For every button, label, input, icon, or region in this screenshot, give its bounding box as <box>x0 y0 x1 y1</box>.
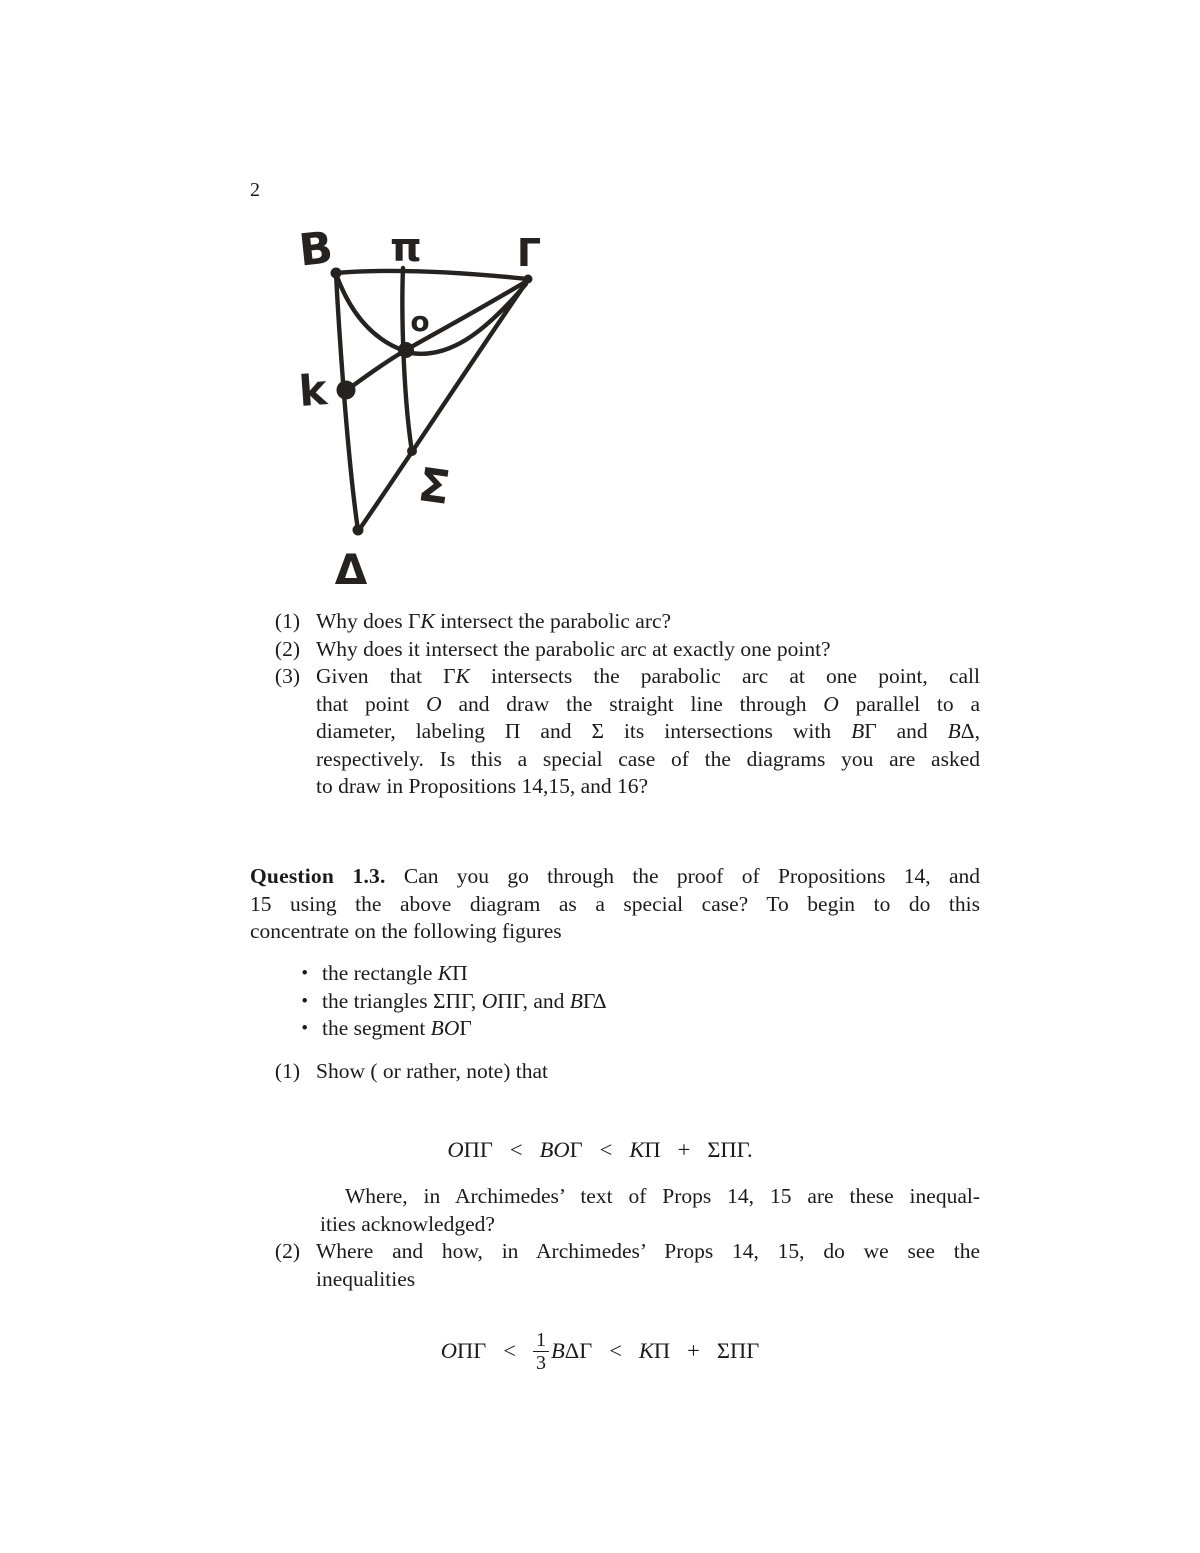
bullet-dot: • <box>301 1018 308 1039</box>
text-segment: intersects the parabolic arc at one point, call <box>469 664 980 688</box>
text-segment: parallel to a <box>838 691 981 716</box>
bullet-text <box>322 1015 980 1043</box>
text-segment: Why does Γ <box>316 609 421 633</box>
figure-label-K: k <box>297 365 329 416</box>
text-segment: to draw in Propositions 14,15, and 16? <box>316 774 649 798</box>
text-segment: Can you go through the proof of Propositions 14, and <box>385 864 980 888</box>
eq2-K: K <box>638 1338 654 1364</box>
figure-label-Sigma: Σ <box>414 457 454 515</box>
text-segment: Γ <box>569 1137 583 1162</box>
item-text <box>316 663 980 801</box>
text-segment: 15 using the above diagram as a special case? To begin to do this <box>250 891 980 916</box>
item-text <box>316 636 980 664</box>
text-segment: Where and how, in Archimedes’ Props 14, 15, do we see the <box>316 1239 980 1263</box>
text-line <box>320 1183 980 1211</box>
list-item-3 <box>250 663 980 801</box>
item-text <box>316 1238 980 1293</box>
eq2-plus: + <box>687 1338 700 1364</box>
figure-label-O: o <box>410 305 430 338</box>
text-segment: Π <box>452 961 468 985</box>
figure-label-B: B <box>296 222 336 277</box>
text-segment: B <box>851 719 865 743</box>
bullet-item-segment <box>250 1015 980 1043</box>
text-line <box>250 891 980 919</box>
text-line <box>250 1130 950 1170</box>
list-item-1 <box>250 1058 980 1086</box>
text-segment: ΓΔ <box>582 988 607 1013</box>
text-line <box>316 773 980 801</box>
eq2-B: B <box>550 1338 565 1364</box>
text-line <box>250 918 980 946</box>
text-segment: + <box>677 1137 691 1162</box>
text-line <box>316 691 980 719</box>
fraction-numerator: 1 <box>535 1328 546 1351</box>
text-segment: inequalities <box>316 1266 416 1291</box>
numbered-list-2-item-1 <box>250 1058 980 1086</box>
text-segment: B <box>430 1016 444 1040</box>
text-segment: respectively. Is this a special case of the diagrams you are asked <box>316 746 980 771</box>
text-segment: O <box>426 691 442 716</box>
eq2-PiGamma: ΠΓ <box>457 1338 487 1364</box>
list-item-2 <box>250 636 980 664</box>
text-segment: ΣΠΓ. <box>707 1137 753 1162</box>
text-segment: diameter, labeling Π and Σ its intersections with <box>316 719 852 743</box>
page-number: 2 <box>250 179 260 201</box>
eq2-Pi: Π <box>653 1338 671 1364</box>
text-segment: Given that Γ <box>316 664 456 688</box>
hand-drawn-parabola-figure <box>275 215 610 615</box>
text-line <box>316 1058 980 1086</box>
bullet-text <box>322 988 980 1016</box>
text-segment: O <box>553 1137 570 1162</box>
point-Sigma <box>407 446 417 456</box>
text-line <box>316 1266 980 1294</box>
text-segment: K <box>420 609 435 633</box>
text-line <box>322 960 980 988</box>
text-segment: Where, in Archimedes’ text of Props 14, 15 are these inequal- <box>345 1184 980 1208</box>
text-segment: Δ, <box>960 719 980 743</box>
point-Delta <box>353 525 364 536</box>
figure-label-Gamma: Γ <box>516 231 542 275</box>
text-segment: ities acknowledged? <box>320 1211 495 1236</box>
text-segment: O <box>447 1137 464 1162</box>
text-segment: and draw the straight line through <box>441 691 824 716</box>
point-O <box>398 342 414 358</box>
item-marker: (1) <box>274 609 300 633</box>
text-segment: K <box>455 664 470 688</box>
question-1-3-paragraph <box>250 863 980 946</box>
bullet-list <box>250 960 980 1043</box>
text-segment: < <box>599 1137 613 1162</box>
bullet-item-triangles <box>250 988 980 1016</box>
text-line <box>316 1238 980 1266</box>
text-segment: Π <box>644 1137 661 1162</box>
text-segment: Why does it intersect the parabolic arc at exactly one point? <box>316 636 831 661</box>
fraction-denominator: 3 <box>533 1351 549 1374</box>
display-equation-2 <box>250 1319 950 1383</box>
text-segment: K <box>437 961 453 985</box>
item-marker: (2) <box>274 1239 300 1263</box>
point-K <box>337 381 356 400</box>
text-line <box>316 636 980 664</box>
display-equation-1 <box>250 1130 950 1170</box>
text-line <box>320 1211 980 1239</box>
segment-Pi-Sigma <box>402 268 412 452</box>
text-line <box>316 718 980 746</box>
text-line <box>322 988 980 1016</box>
item-marker: (1) <box>274 1059 300 1083</box>
text-segment: B <box>569 988 583 1013</box>
text-segment: the segment <box>322 1016 431 1040</box>
eq2-O: O <box>440 1338 457 1364</box>
eq2-SigmaPiGamma: ΣΠΓ <box>716 1338 760 1364</box>
item-text <box>316 608 980 636</box>
segment-B-Gamma <box>336 271 528 279</box>
text-segment: concentrate on the following figures <box>250 919 562 943</box>
text-segment: intersect the parabolic arc? <box>434 609 672 633</box>
list-item-1 <box>250 608 980 636</box>
text-segment: the rectangle <box>322 961 438 985</box>
text-segment: K <box>629 1137 645 1162</box>
eq2-DeltaGamma: ΔΓ <box>564 1338 593 1364</box>
text-line <box>316 608 980 636</box>
text-segment: Show ( or rather, note) that <box>316 1059 548 1083</box>
bullet-dot: • <box>301 963 308 984</box>
text-segment: the triangles ΣΠΓ, <box>322 988 482 1013</box>
item-text <box>316 1058 980 1086</box>
figure-label-Delta: Δ <box>334 545 368 594</box>
text-line <box>322 1015 980 1043</box>
eq2-less-than-1: < <box>503 1338 516 1364</box>
parabolic-arc-B-O <box>336 274 405 351</box>
one-third-fraction <box>533 1329 549 1374</box>
bullet-text <box>322 960 980 988</box>
text-segment: O <box>823 691 839 716</box>
list-item-2 <box>250 1238 980 1293</box>
text-segment: < <box>509 1137 523 1162</box>
text-segment: B <box>539 1137 554 1162</box>
text-segment: O <box>481 988 498 1013</box>
text-segment: that point <box>316 691 427 716</box>
text-segment: ΠΓ, and <box>497 988 570 1013</box>
eq2-less-than-2: < <box>609 1338 622 1364</box>
text-segment: B <box>947 719 961 743</box>
bullet-dot: • <box>301 990 308 1012</box>
bullet-item-rectangle <box>250 960 980 988</box>
text-segment: ΠΓ <box>463 1137 493 1162</box>
text-line <box>250 863 980 891</box>
text-line <box>316 663 980 691</box>
numbered-list-2-item-2 <box>250 1238 980 1293</box>
text-segment: Γ <box>459 1016 472 1040</box>
text-segment: Question 1.3. <box>250 864 386 888</box>
text-line <box>316 746 980 774</box>
item-marker: (3) <box>274 664 300 688</box>
text-segment: O <box>443 1016 460 1040</box>
where-acknowledged-paragraph <box>320 1183 980 1238</box>
item-marker: (2) <box>274 636 300 661</box>
figure-label-Pi: π <box>390 225 422 271</box>
point-Gamma <box>524 275 533 284</box>
text-segment: Γ and <box>864 719 948 743</box>
numbered-list-1 <box>250 608 980 801</box>
